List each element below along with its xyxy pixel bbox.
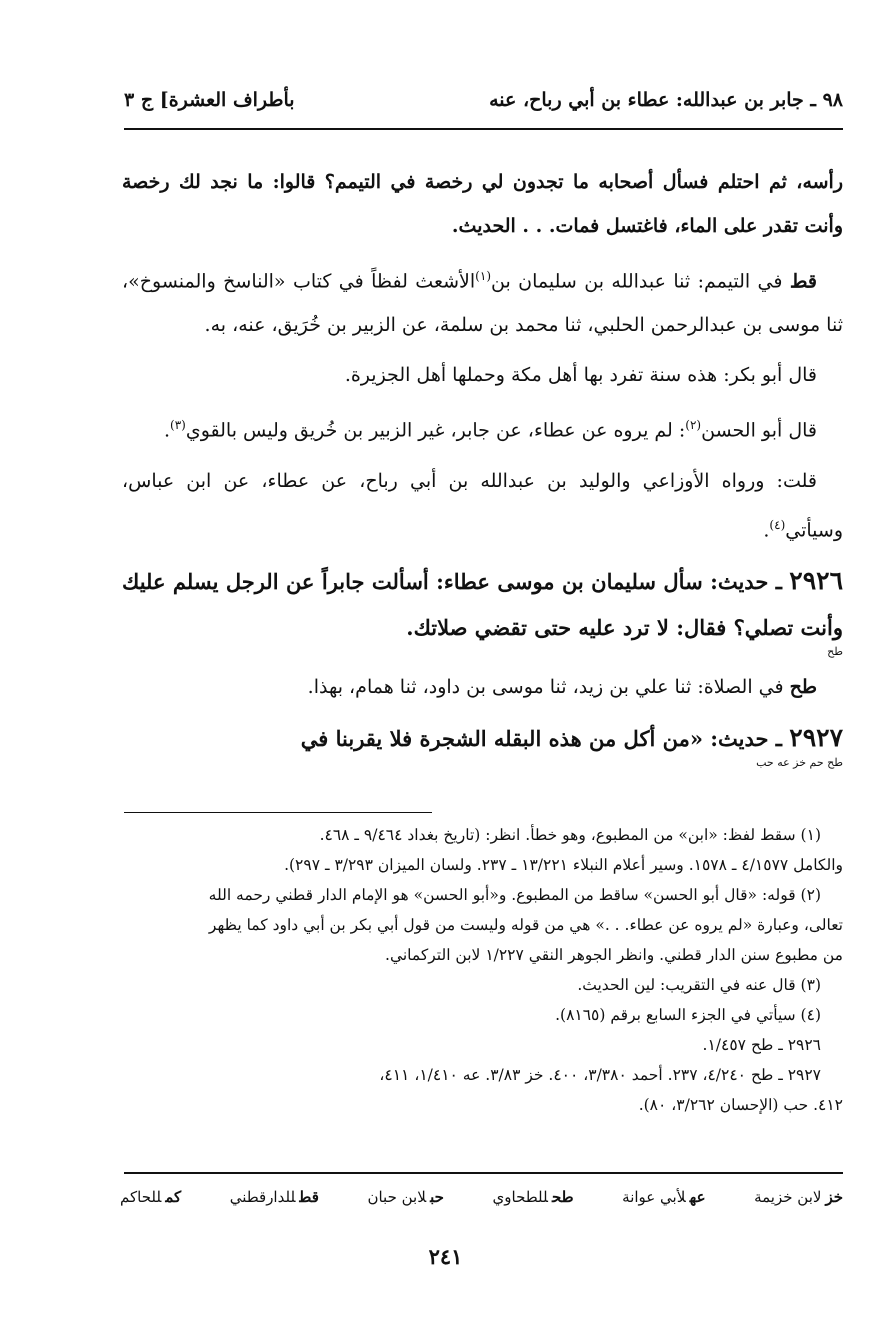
hadith-2927	[122, 715, 843, 770]
hadith-text: ـ حديث: سأل سليمان بن موسى عطاء: أسألت جابراً عن الرجل يسلم عليك وأنت تصلي؟ فقال: لا ترد عليه حتى تقضي صلاتك.	[122, 568, 843, 640]
footnote-4: (٤) سيأتي في الجزء السابع برقم (٨١٦٥).	[555, 1006, 821, 1024]
main-text	[122, 160, 843, 776]
footnote-ref: (٤)	[769, 517, 786, 532]
footnote-ref: (١)	[475, 269, 491, 283]
takhrij-2927: ٢٩٢٧ ـ طح ٤/٢٤٠، ٢٣٧. أحمد ٣/٣٨٠، ٤٠٠. خز ٣/٨٣. عه ١/٤١٠، ٤١١،	[379, 1066, 821, 1084]
footnote-divider	[124, 812, 432, 813]
paragraph-abu-al-hasan: قال أبو الحسن$^{(٢)}$: لم يروه عن عطاء، عن جابر، غير الزبير بن خُريق وليس بالقوي$^{(٣)}$.	[163, 418, 817, 442]
footnote-1-cont: والكامل ٤/١٥٧٧ ـ ١٥٧٨. وسير أعلام النبلاء ١٣/٢٢١ ـ ٢٣٧. ولسان الميزان ٣/٢٩٣ ـ ٢٩٧).	[284, 856, 843, 874]
hadith-sigla: طح	[827, 644, 843, 658]
abbreviation-key	[120, 1188, 843, 1206]
footnote-2-cont: تعالى، وعبارة «لم يروه عن عطاء. . .» هي من قوله وليست من قول أبي بكر بن أبي داود كما يظهر	[208, 916, 843, 934]
takhrij-2926: ٢٩٢٦ ـ طح ١/٤٥٧.	[702, 1036, 821, 1054]
footnote-2-cont: من مطبوع سنن الدار قطني. وانظر الجوهر النقي ١/٢٢٧ لابن التركماني.	[385, 946, 843, 964]
hadith-number: ٢٩٢٦	[789, 565, 843, 595]
paragraph-continuation: رأسه، ثم احتلم فسأل أصحابه ما تجدون لي رخصة في التيمم؟ قالوا: ما نجد لك رخصة وأنت تقدر على الماء، فاغتسل فمات. . . الحديث.	[122, 171, 843, 237]
abbreviation-item: كمللحاكم	[120, 1188, 182, 1206]
hadith-number: ٢٩٢٧	[789, 722, 843, 752]
hadith-sigla: طح حم خز عه حب	[756, 755, 843, 769]
page-number: ٢٤١	[428, 1244, 463, 1269]
abbreviation-item: حبلابن حبان	[367, 1188, 444, 1206]
footnote-1: (١) سقط لفظ: «ابن» من المطبوع، وهو خطأ. انظر: (تاريخ بغداد ٩/٤٦٤ ـ ٤٦٨.	[319, 826, 821, 844]
header-divider	[124, 128, 843, 130]
paragraph-qultu: قلت: ورواه الأوزاعي والوليد بن عبدالله بن أبي رباح، عن عطاء، عن ابن عباس، وسيأتي$^{(٤)}$.	[122, 469, 843, 541]
footnote-ref: (٢)	[685, 418, 702, 433]
source-code: طح	[789, 675, 817, 698]
abbreviation-item: خزلابن خزيمة	[754, 1188, 843, 1206]
footnotes	[120, 820, 843, 1120]
paragraph-tahawi-chain: طح في الصلاة: ثنا علي بن زيد، ثنا موسى بن داود، ثنا همام، بهذا.	[307, 675, 817, 698]
running-header	[124, 80, 843, 120]
takhrij-2927-cont: ٤١٢. حب (الإحسان ٣/٢٦٢، ٨٠).	[638, 1096, 843, 1114]
header-hadith-title: ٩٨ ـ جابر بن عبدالله: عطاء بن أبي رباح، عنه	[489, 89, 843, 111]
source-code: قط	[789, 270, 817, 293]
abbreviation-item: قطللدارقطني	[229, 1188, 319, 1206]
header-book-title: بأطراف العشرة] ج ٣	[124, 89, 295, 111]
abbreviation-item: طحللطحاوي	[492, 1188, 574, 1206]
paragraph-abu-bakr: قال أبو بكر: هذه سنة تفرد بها أهل مكة وحملها أهل الجزيرة.	[344, 364, 817, 387]
paragraph-qt-chain: قط في التيمم: ثنا عبدالله بن سليمان بن$^{(١)}$الأشعث لفظاً في كتاب «الناسخ والمنسوخ»، ثنا موسى بن عبدالرحمن الحلبي، ثنا محمد بن سلمة، عن الزبير بن خُرَيق، عنه، به.	[122, 269, 843, 337]
footnote-2: (٢) قوله: «قال أبو الحسن» ساقط من المطبوع. و«أبو الحسن» هو الإمام الدار قطني رحمه الله	[208, 886, 821, 904]
abbreviation-item: عهلأبي عوانة	[622, 1188, 706, 1206]
footnote-ref: (٣)	[170, 418, 186, 433]
abbreviation-divider	[124, 1172, 843, 1174]
hadith-text: ـ حديث: «من أكل من هذه البقله الشجرة فلا يقربنا في	[300, 725, 782, 751]
footnote-3: (٣) قال عنه في التقريب: لين الحديث.	[577, 976, 821, 994]
hadith-2926	[122, 558, 843, 659]
